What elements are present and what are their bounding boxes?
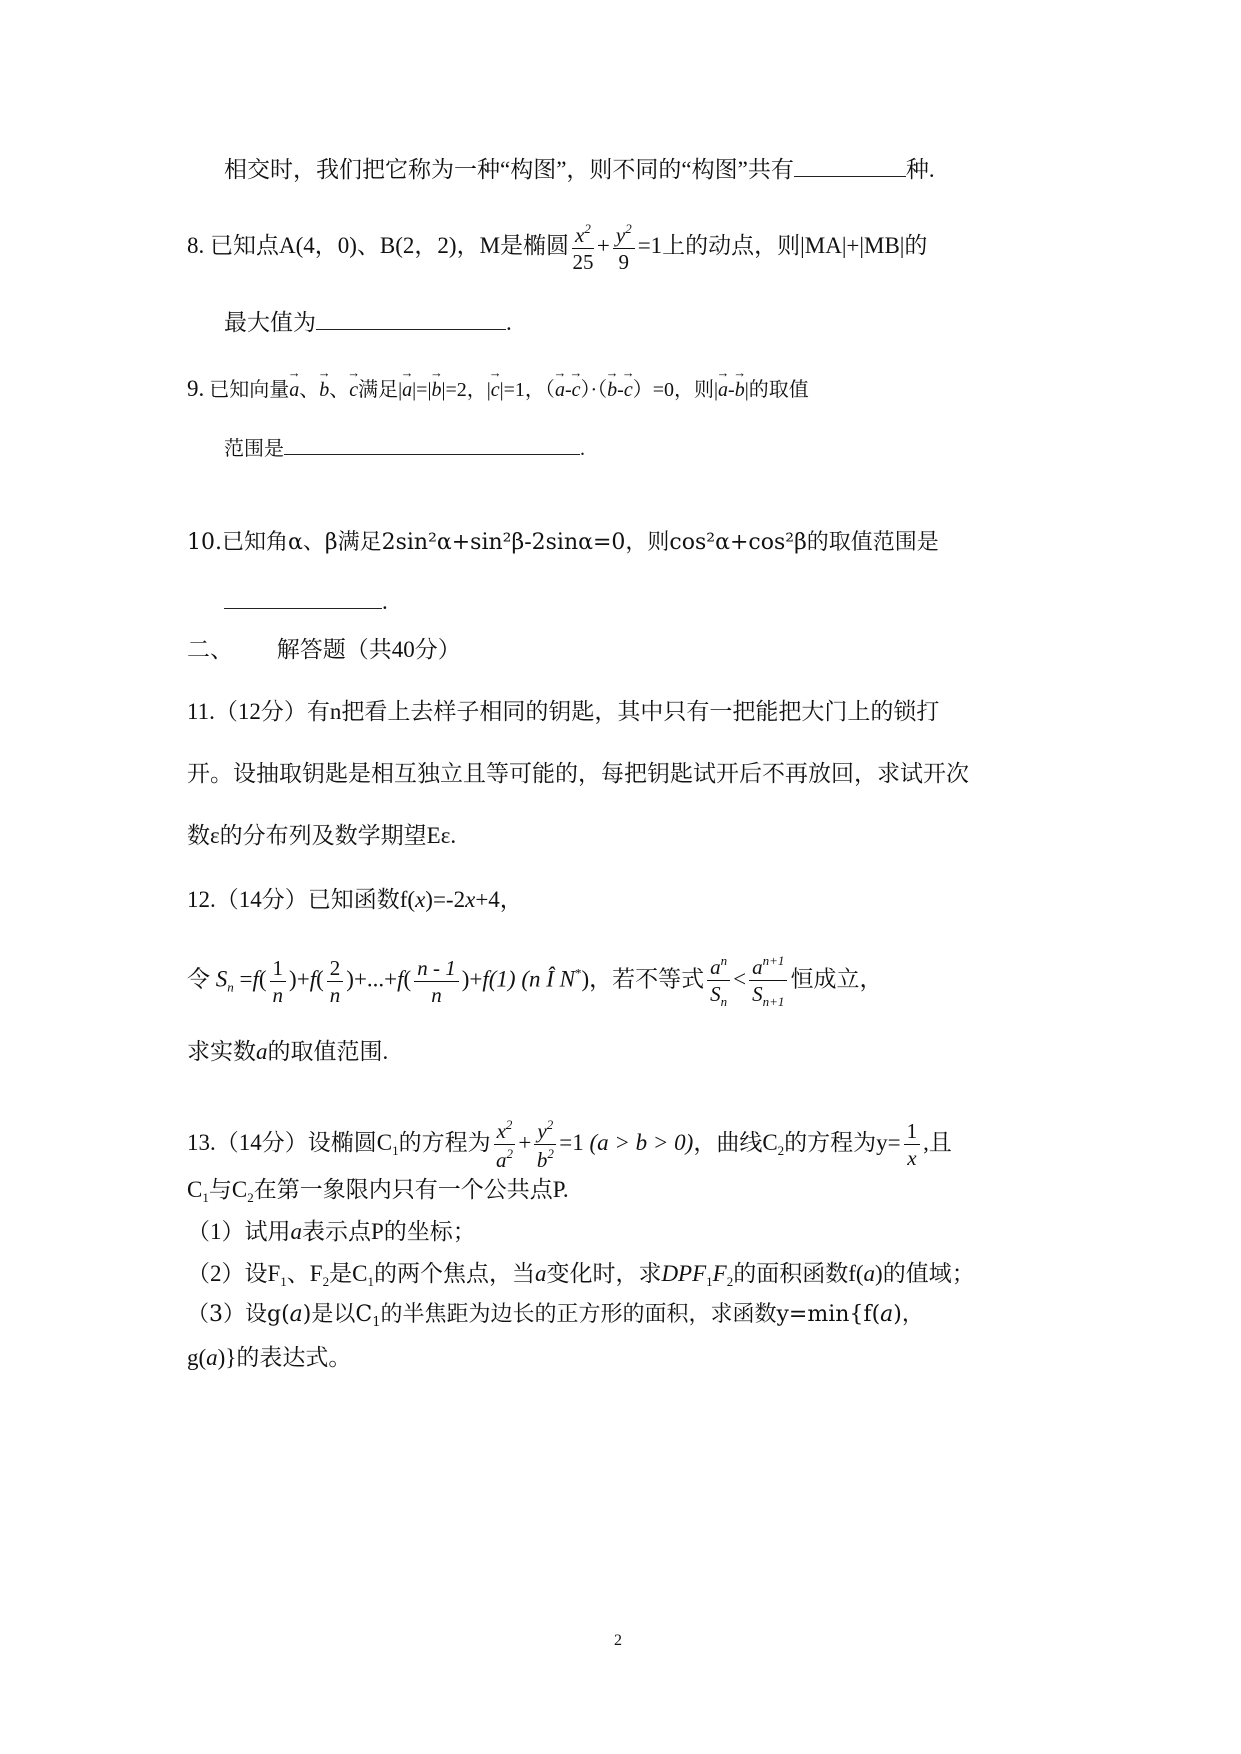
page-number: 2 — [614, 1632, 622, 1649]
fraction: $\frac{x^2}{25}$ — [572, 221, 594, 275]
q9-text: 已知向量 — [209, 379, 290, 401]
question-12-line1: 12.（14分）已知函数f(x)=-2x+4， — [187, 887, 523, 912]
q8-text: =1上的动点，则|MA|+|MB|的 — [637, 232, 928, 258]
question-9: 9. 已知向量→ a、→ b、→ c满足|→ a|=|→ b|=2，|→ c|=1，（→ a-→ c）·（→ b-→ c）=0，则|→ a-→ b|的取值 — [187, 377, 809, 400]
answer-blank — [316, 311, 506, 330]
section-header — [187, 638, 461, 661]
q9-prompt: 范围是 — [224, 438, 284, 460]
fraction: $\frac{y^2}{9}$ — [613, 222, 635, 273]
section-number: 二、 — [187, 637, 233, 662]
q8-prompt: 最大值为 — [224, 310, 316, 335]
q11-text: 数ε的分布列及数学期望Eε. — [187, 823, 457, 848]
question-13-line1: 13.（14分）设椭圆$C_1$的方程为 $\frac{x^2}{a^2}$ + $\frac{y^2}{b^2}$ =1 (a > b > 0)，曲线$C_2$的方程为y= $\frac{1}{x}$ ,且 — [187, 1117, 952, 1173]
vector-b: → b — [319, 380, 329, 400]
q7-text: 相交时，我们把它称为一种“构图”，则不同的“构图”共有 — [224, 157, 794, 182]
question-13-part1: （1）试用a表示点P的坐标； — [187, 1219, 476, 1244]
q11-text: 11.（12分）有n把看上去样子相同的钥匙，其中只有一把能把大门上的锁打 — [187, 699, 940, 724]
q8-text: 已知点A(4，0)、B(2，2)，M是椭圆 — [210, 232, 570, 258]
question-12-line2: 令 $S_n =f$( $\frac{1}{n}$ )+f( $\frac{2}{n}$ )+...+f( $\frac{n - 1}{n}$ )+f(1) (n Î N*)，若不等式 $\frac{a^n}{S_n}$ < $\frac{a^{n+1}}{S_{n+1}}$ 恒成立， — [187, 953, 883, 1010]
q10-line2: . — [224, 590, 388, 613]
question-13-part2: （2）设$F_1$、$F_2$是$C_1$的两个焦点，当a变化时，求$DPF_1F_2$的面积函数f(a)的值域； — [187, 1261, 975, 1289]
question-13-line2: $C_1$与$C_2$在第一象限内只有一个公共点P. — [187, 1177, 569, 1205]
question-number: 8. — [187, 232, 205, 258]
q9-line2: 范围是 . — [224, 438, 585, 460]
question-13-part3-line2: g(a)}的表达式。 — [187, 1345, 352, 1370]
question-number: 10. — [187, 530, 222, 555]
answer-blank — [284, 436, 580, 455]
question-13-part3: （3）设g(a)是以$C_1$的半焦距为边长的正方形的面积，求函数y=min{f(a)， — [187, 1302, 924, 1330]
question-10 — [187, 532, 939, 554]
answer-blank — [224, 590, 382, 609]
question-11-line3 — [187, 824, 456, 847]
q7-suffix: 种. — [905, 157, 935, 182]
q7-continuation — [224, 158, 935, 181]
section-title: 解答题（共40分） — [276, 637, 461, 662]
question-11-line1 — [187, 700, 939, 723]
answer-blank — [794, 158, 906, 177]
q8-line2: 最大值为 . — [224, 310, 512, 335]
q10-text: 已知角α、β满足2sin²α+sin²β-2sinα=0，则cos²α+cos²β的取值范围是 — [222, 530, 939, 555]
vector-a: → a — [289, 380, 299, 400]
q11-text: 开。设抽取钥匙是相互独立且等可能的，每把钥匙试开后不再放回，求试开次 — [187, 761, 969, 786]
question-number: 9. — [187, 376, 205, 401]
question-8: 8. 已知点A(4，0)、B(2，2)，M是椭圆 $\frac{x^2}{25}$ + $\frac{y^2}{9}$ =1上的动点，则|MA|+|MB|的 — [187, 221, 928, 275]
question-11-line2 — [187, 762, 969, 785]
vector-c: → c — [349, 380, 358, 400]
question-12-line3: 求实数a的取值范围. — [187, 1039, 389, 1064]
